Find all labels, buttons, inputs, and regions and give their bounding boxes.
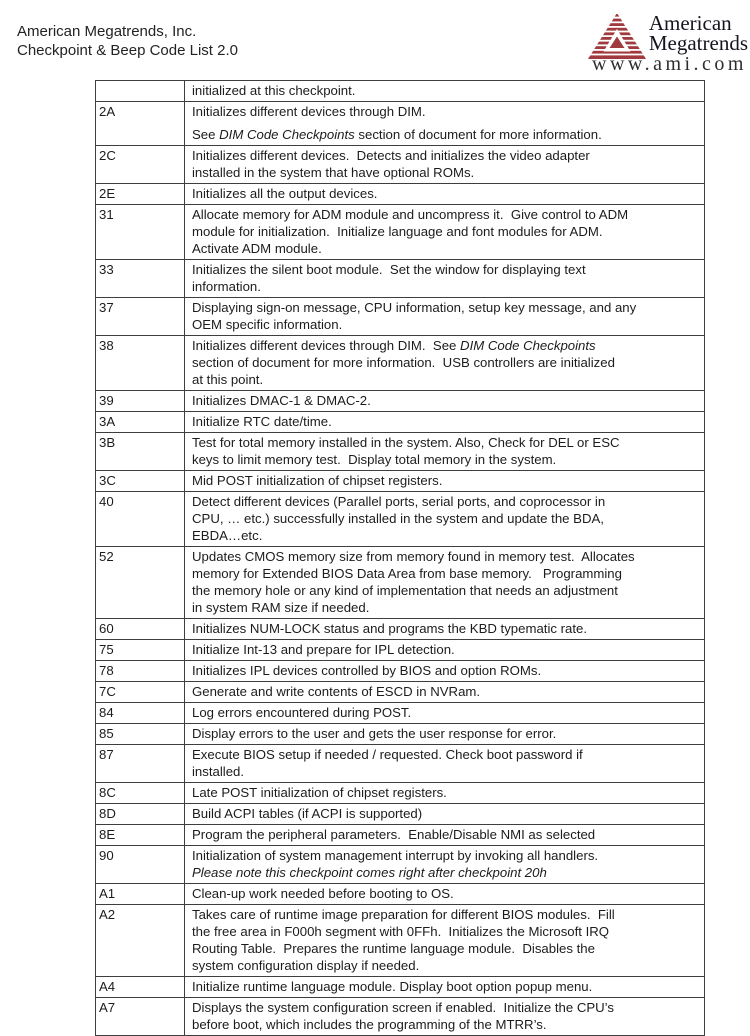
checkpoint-code: 78 (96, 661, 185, 682)
checkpoint-code: A7 (96, 998, 185, 1036)
table-row (96, 977, 705, 998)
checkpoint-code: 7C (96, 682, 185, 703)
checkpoint-description (185, 998, 705, 1036)
description-paragraph: Initializes different devices through DIM. (192, 104, 426, 119)
checkpoint-code: 8C (96, 783, 185, 804)
checkpoint-description (185, 783, 705, 804)
table-row (96, 471, 705, 492)
table-row (96, 998, 705, 1036)
description-paragraph: initialized at this checkpoint. (192, 83, 356, 98)
checkpoint-description (185, 336, 705, 391)
description-paragraph: Updates CMOS memory size from memory found in memory test. Allocates memory for Extended BIOS Data Area from base memory. Programming the memory hole or any kind of implementation that needs an adjustment in system RAM size if needed. (192, 549, 635, 615)
checkpoint-code: 90 (96, 846, 185, 884)
checkpoint-description (185, 260, 705, 298)
checkpoint-description (185, 884, 705, 905)
description-paragraph: Initialize RTC date/time. (192, 414, 332, 429)
table-row (96, 81, 705, 102)
description-paragraph: Late POST initialization of chipset registers. (192, 785, 447, 800)
checkpoint-description (185, 619, 705, 640)
checkpoint-code: 39 (96, 391, 185, 412)
description-paragraph: Initializes NUM-LOCK status and programs the KBD typematic rate. (192, 621, 588, 636)
checkpoint-description (185, 412, 705, 433)
checkpoint-description (185, 471, 705, 492)
table-row (96, 146, 705, 184)
checkpoint-table (95, 80, 705, 1036)
table-row (96, 433, 705, 471)
checkpoint-description (185, 433, 705, 471)
description-paragraph: Execute BIOS setup if needed / requested. Check boot password if installed. (192, 747, 583, 779)
table-row (96, 884, 705, 905)
table-row (96, 846, 705, 884)
checkpoint-code: 60 (96, 619, 185, 640)
description-paragraph: Takes care of runtime image preparation for different BIOS modules. Fill the free area in F000h segment with 0FFh. Initializes the Microsoft IRQ Routing Table. Prepares the runtime language module. Disables the system configuration display if needed. (192, 907, 615, 973)
table-row (96, 298, 705, 336)
checkpoint-code: 8E (96, 825, 185, 846)
document-header-text (17, 22, 238, 60)
description-paragraph: Allocate memory for ADM module and uncompress it. Give control to ADM module for initialization. Initialize language and font modules for ADM. Activate ADM module. (192, 207, 629, 256)
description-paragraph: Initializes all the output devices. (192, 186, 378, 201)
checkpoint-description (185, 81, 705, 102)
checkpoint-description (185, 661, 705, 682)
checkpoint-description (185, 703, 705, 724)
checkpoint-code: 37 (96, 298, 185, 336)
checkpoint-description (185, 547, 705, 619)
checkpoint-code: A4 (96, 977, 185, 998)
description-paragraph: Program the peripheral parameters. Enable/Disable NMI as selected (192, 827, 596, 842)
checkpoint-description (185, 640, 705, 661)
table-row (96, 783, 705, 804)
company-name: American Megatrends, Inc. (17, 23, 197, 40)
checkpoint-description (185, 146, 705, 184)
checkpoint-description (185, 391, 705, 412)
checkpoint-description (185, 682, 705, 703)
checkpoint-code: 2C (96, 146, 185, 184)
checkpoint-code: 3B (96, 433, 185, 471)
checkpoint-description (185, 205, 705, 260)
table-row (96, 640, 705, 661)
description-paragraph: Build ACPI tables (if ACPI is supported) (192, 806, 423, 821)
description-paragraph: Generate and write contents of ESCD in NVRam. (192, 684, 481, 699)
checkpoint-description (185, 724, 705, 745)
table-row (96, 205, 705, 260)
description-paragraph: Displays the system configuration screen if enabled. Initialize the CPU’s before boot, which includes the programming of the MTRR’s. (192, 1000, 614, 1032)
checkpoint-code: 2A (96, 102, 185, 146)
ami-logo-line2: Megatrends (648, 31, 748, 55)
checkpoint-code: 33 (96, 260, 185, 298)
checkpoint-code: 52 (96, 547, 185, 619)
table-row (96, 102, 705, 146)
checkpoint-table-body (96, 81, 705, 1036)
table-row (96, 724, 705, 745)
checkpoint-description (185, 298, 705, 336)
table-row (96, 905, 705, 977)
description-paragraph: Initializes the silent boot module. Set the window for displaying text information. (192, 262, 586, 294)
checkpoint-description (185, 846, 705, 884)
ami-logo-text (649, 8, 748, 53)
table-row (96, 661, 705, 682)
checkpoint-code: 40 (96, 492, 185, 547)
description-paragraph: See DIM Code Checkpoints section of document for more information. (192, 127, 602, 142)
checkpoint-code: 8D (96, 804, 185, 825)
description-paragraph: Detect different devices (Parallel ports, serial ports, and coprocessor in CPU, … etc.) successfully installed in the system and update the BDA, EBDA…etc. (192, 494, 606, 543)
checkpoint-code: 87 (96, 745, 185, 783)
description-paragraph: Mid POST initialization of chipset registers. (192, 473, 443, 488)
checkpoint-code (96, 81, 185, 102)
description-paragraph: Test for total memory installed in the system. Also, Check for DEL or ESC keys to limit memory test. Display total memory in the system. (192, 435, 620, 467)
description-paragraph: Log errors encountered during POST. (192, 705, 412, 720)
checkpoint-description (185, 102, 705, 146)
document-title: Checkpoint & Beep Code List 2.0 (17, 42, 238, 59)
checkpoint-description (185, 825, 705, 846)
checkpoint-description (185, 184, 705, 205)
description-paragraph: Initialize runtime language module. Display boot option popup menu. (192, 979, 593, 994)
checkpoint-code: 3A (96, 412, 185, 433)
checkpoint-code: 2E (96, 184, 185, 205)
checkpoint-code: 85 (96, 724, 185, 745)
table-row (96, 336, 705, 391)
checkpoint-code: 75 (96, 640, 185, 661)
description-paragraph: Initializes IPL devices controlled by BIOS and option ROMs. (192, 663, 542, 678)
description-paragraph: Display errors to the user and gets the user response for error. (192, 726, 557, 741)
checkpoint-code: 31 (96, 205, 185, 260)
table-row (96, 184, 705, 205)
checkpoint-description (185, 977, 705, 998)
checkpoint-code: 38 (96, 336, 185, 391)
table-row (96, 260, 705, 298)
checkpoint-code: A2 (96, 905, 185, 977)
table-row (96, 703, 705, 724)
description-paragraph: Displaying sign-on message, CPU information, setup key message, and any OEM specific information. (192, 300, 637, 332)
description-paragraph: Initializes different devices through DIM. See DIM Code Checkpoints section of document for more information. USB controllers are initialized at this point. (192, 338, 615, 387)
table-row (96, 804, 705, 825)
description-paragraph: Clean-up work needed before booting to OS. (192, 886, 454, 901)
checkpoint-description (185, 492, 705, 547)
checkpoint-description (185, 804, 705, 825)
table-row (96, 391, 705, 412)
checkpoint-code: 84 (96, 703, 185, 724)
description-paragraph: Initialize Int-13 and prepare for IPL detection. (192, 642, 455, 657)
table-row (96, 492, 705, 547)
ami-logo-line1: American (648, 11, 732, 35)
description-paragraph: Initializes DMAC-1 & DMAC-2. (192, 393, 371, 408)
table-row (96, 825, 705, 846)
table-row (96, 682, 705, 703)
checkpoint-code: A1 (96, 884, 185, 905)
checkpoint-description (185, 905, 705, 977)
table-row (96, 547, 705, 619)
checkpoint-code: 3C (96, 471, 185, 492)
ami-website-url: www.ami.com (592, 53, 747, 75)
checkpoint-description (185, 745, 705, 783)
table-row (96, 745, 705, 783)
table-row (96, 412, 705, 433)
table-row (96, 619, 705, 640)
description-paragraph: Initializes different devices. Detects and initializes the video adapter installed in the system that have optional ROMs. (192, 148, 590, 180)
description-paragraph: Initialization of system management interrupt by invoking all handlers. Please note this checkpoint comes right after checkpoint 20h (192, 848, 599, 880)
